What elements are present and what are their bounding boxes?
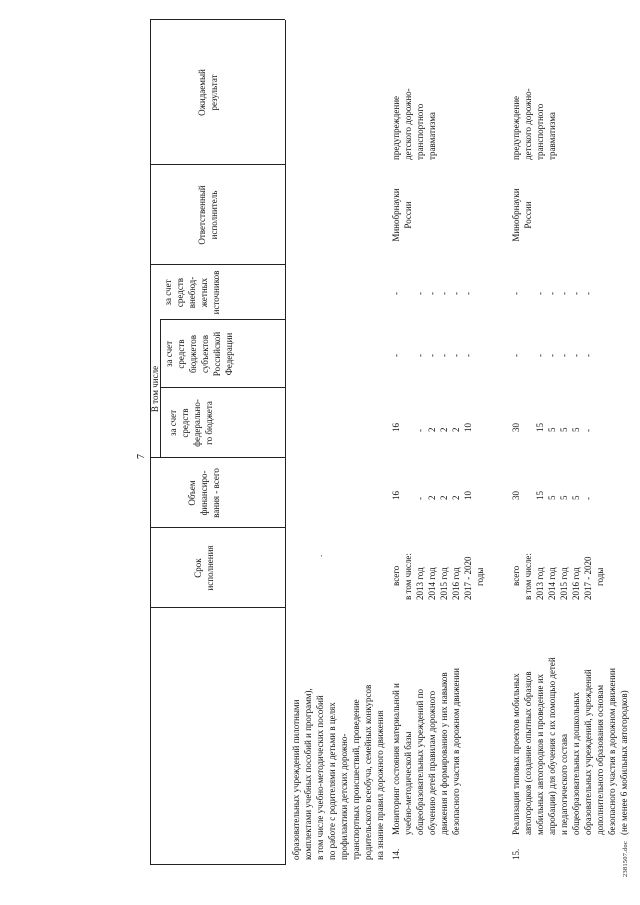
header-volume-line: Объем xyxy=(187,480,197,506)
federal-value: - xyxy=(583,429,593,432)
term-line: 2014 год xyxy=(547,567,557,600)
volume-value: 5 xyxy=(571,495,581,500)
regional-value: - xyxy=(451,354,461,357)
federal-value: 2 xyxy=(427,427,437,432)
extra-value: - xyxy=(391,292,401,295)
header-term-line: Срок xyxy=(193,558,203,578)
row-2-extra xyxy=(510,292,594,295)
page-number: 7 xyxy=(136,454,147,459)
executor-line: Минобрнауки xyxy=(511,188,521,242)
regional-value: - xyxy=(415,354,425,357)
volume-value: 10 xyxy=(463,491,473,500)
federal-value: 16 xyxy=(391,423,401,432)
header-federal xyxy=(167,388,215,458)
extra-value xyxy=(402,292,414,295)
federal-value: 5 xyxy=(547,427,557,432)
row-2-term xyxy=(510,553,606,600)
row-1-term xyxy=(390,553,486,600)
result-line: предупреждение xyxy=(391,95,401,160)
row-2-text-line: дополнительного образования основам xyxy=(595,684,605,835)
header-volume-line: финансиро- xyxy=(199,470,209,516)
row-2-text-line: мобильных автогородков и проведение их xyxy=(535,673,545,835)
regional-value: - xyxy=(559,354,569,357)
regional-value xyxy=(402,354,414,357)
header-result-line: Ожидаемый xyxy=(197,69,207,116)
row-1-extra xyxy=(390,292,474,295)
row-1-result xyxy=(390,88,438,160)
header-extra-line: внебюд- xyxy=(187,276,197,309)
row-2-volume xyxy=(510,491,594,500)
header-volume-line: вания - всего xyxy=(211,468,221,518)
federal-value: 15 xyxy=(535,423,545,432)
header-executor-line: Ответственный xyxy=(197,185,207,245)
volume-value: 15 xyxy=(535,491,545,500)
header-regional-line: субъектов xyxy=(200,334,210,374)
term-line: годы xyxy=(475,567,485,586)
col-divider-1 xyxy=(150,864,285,865)
result-line: детского дорожно- xyxy=(403,88,413,160)
header-federal-line: средств xyxy=(180,408,190,438)
volume-value: 16 xyxy=(391,491,401,500)
row-1-regional xyxy=(390,354,474,357)
extra-value: - xyxy=(451,292,461,295)
row-2-result xyxy=(510,88,558,160)
row-0-term: . xyxy=(314,554,324,557)
extra-value: - xyxy=(547,292,557,295)
header-term-line: исполнения xyxy=(205,545,215,591)
header-extra-line: жетных xyxy=(199,277,209,308)
row-1-volume xyxy=(390,491,474,500)
row-0-text xyxy=(290,685,386,860)
row-0-text-line: по работе с родителями и детьми в целях xyxy=(327,702,337,860)
row-0-text-line: в том числе учебно-методических пособий xyxy=(315,695,325,860)
regional-value: - xyxy=(463,354,473,357)
extra-value: - xyxy=(439,292,449,295)
header-extra-line: за счет xyxy=(163,279,173,306)
row-0-text-line: родительского всеобуча, семейных конкурсов xyxy=(363,684,373,860)
row-2-text-line: Реализация типовых проектов мобильных xyxy=(511,673,521,835)
executor-line: России xyxy=(523,201,533,229)
result-line: предупреждение xyxy=(511,95,521,160)
header-including: В том числе xyxy=(150,365,160,413)
extra-value: - xyxy=(571,292,581,295)
header-extra-line: средств xyxy=(175,277,185,308)
header-regional-line: средств xyxy=(176,339,186,369)
volume-value xyxy=(402,491,414,500)
term-line: всего xyxy=(391,565,401,586)
footer-doc-id: 2381507.doc xyxy=(622,841,629,877)
row-2-number: 15. xyxy=(511,848,521,860)
row-0-text-line: транспортных происшествий, проведение xyxy=(351,699,361,860)
row-0-text-line: образовательных учреждений пилотными xyxy=(291,699,301,860)
result-line: детского дорожно- xyxy=(523,88,533,160)
regional-value: - xyxy=(571,354,581,357)
volume-value: 2 xyxy=(427,495,437,500)
row-2-text-line: и педагогического состава xyxy=(559,733,569,835)
extra-value: - xyxy=(463,292,473,295)
row-2-text-line: автогородков (создание опытных образцов xyxy=(523,671,533,835)
header-regional-line: Федерации xyxy=(224,332,234,376)
term-line: 2016 год xyxy=(571,567,581,600)
result-line: транспортного xyxy=(415,103,425,160)
header-term xyxy=(192,528,216,608)
federal-value xyxy=(402,423,414,432)
header-regional-line: бюджетов xyxy=(188,334,198,374)
row-1-text xyxy=(390,668,462,835)
extra-value: - xyxy=(427,292,437,295)
row-2-regional xyxy=(510,354,594,357)
header-result xyxy=(196,20,220,165)
federal-value: - xyxy=(415,429,425,432)
row-1-text-line: обучению детей правилам дорожного xyxy=(427,690,437,835)
regional-value: - xyxy=(583,354,593,357)
term-line: в том числе: xyxy=(523,553,533,600)
row-1-executor xyxy=(390,170,414,260)
result-line: травматизма xyxy=(427,112,437,160)
term-line: 2017 - 2020 xyxy=(583,556,593,600)
extra-value: - xyxy=(583,292,593,295)
row-1-text-line: Мониторинг состояния материальной и xyxy=(391,683,401,835)
regional-value: - xyxy=(535,354,545,357)
extra-value xyxy=(522,292,534,295)
regional-value xyxy=(522,354,534,357)
federal-value: 5 xyxy=(571,427,581,432)
term-line: 2015 год xyxy=(439,567,449,600)
federal-value: 2 xyxy=(439,427,449,432)
volume-value: 30 xyxy=(511,491,521,500)
term-line: 2014 год xyxy=(427,567,437,600)
row-1-text-line: общеобразовательных учреждений по xyxy=(415,689,425,835)
term-line: 2013 год xyxy=(535,567,545,600)
row-2-text-line: образовательных учреждений, учреждений xyxy=(583,669,593,835)
extra-value: - xyxy=(559,292,569,295)
federal-value: 10 xyxy=(463,423,473,432)
regional-value: - xyxy=(547,354,557,357)
executor-line: Минобрнауки xyxy=(391,188,401,242)
term-line: годы xyxy=(595,567,605,586)
header-executor-line: исполнитель xyxy=(209,190,219,240)
volume-value xyxy=(522,491,534,500)
result-line: транспортного xyxy=(535,103,545,160)
extra-value: - xyxy=(415,292,425,295)
term-line: 2013 год xyxy=(415,567,425,600)
regional-value: - xyxy=(391,354,401,357)
regional-value: - xyxy=(511,354,521,357)
header-regional xyxy=(163,320,235,388)
term-line: 2015 год xyxy=(559,567,569,600)
volume-value: - xyxy=(415,497,425,500)
volume-value: 5 xyxy=(547,495,557,500)
result-line: травматизма xyxy=(547,112,557,160)
row-1-text-line: движения и формированию у них навыков xyxy=(439,672,449,835)
volume-value: - xyxy=(583,497,593,500)
row-0-text-line: профилактики детских дорожно- xyxy=(339,733,349,860)
header-volume xyxy=(186,458,222,528)
row-2-text-line: апробации) для обучения с их помощью детей xyxy=(547,657,557,835)
term-line: 2017 - 2020 xyxy=(463,556,473,600)
header-extra xyxy=(162,265,222,320)
federal-value: 30 xyxy=(511,423,521,432)
term-line: всего xyxy=(511,565,521,586)
row-1-federal xyxy=(390,423,474,432)
federal-value: 2 xyxy=(451,427,461,432)
header-executor xyxy=(196,165,220,265)
row-2-text-line: безопасного участия в дорожном движении xyxy=(607,668,617,835)
row-2-text xyxy=(510,657,630,835)
header-federal-line: за счет xyxy=(168,409,178,437)
header-bottom-line xyxy=(285,20,286,865)
header-result-line: результат xyxy=(209,74,219,111)
row-2-text-line: (не менее 6 мобильных автогородков) xyxy=(619,690,629,835)
volume-value: 2 xyxy=(451,495,461,500)
header-extra-line: источников xyxy=(211,270,221,315)
header-regional-line: за счет xyxy=(164,340,174,368)
row-2-text-line: общеобразовательных и дошкольных xyxy=(571,692,581,835)
extra-value: - xyxy=(535,292,545,295)
executor-line: России xyxy=(403,201,413,229)
term-line: 2016 год xyxy=(451,567,461,600)
regional-value: - xyxy=(439,354,449,357)
row-1-text-line: безопасного участия в дорожном движении xyxy=(451,668,461,835)
volume-value: 2 xyxy=(439,495,449,500)
row-0-text-line: на знание правил дорожного движения xyxy=(375,710,385,860)
row-0-text-line: комплектами учебных пособий и программ), xyxy=(303,688,313,860)
col-divider-2 xyxy=(150,607,285,608)
row-1-text-line: учебно-методической базы xyxy=(403,731,413,835)
regional-value: - xyxy=(427,354,437,357)
federal-value xyxy=(522,423,534,432)
extra-value: - xyxy=(511,292,521,295)
row-2-federal xyxy=(510,423,594,432)
header-federal-line: федерально- xyxy=(192,399,202,447)
header-regional-line: Российской xyxy=(212,331,222,377)
federal-value: 5 xyxy=(559,427,569,432)
row-2-executor xyxy=(510,170,534,260)
term-line: в том числе: xyxy=(403,553,413,600)
volume-value: 5 xyxy=(559,495,569,500)
row-1-number: 14. xyxy=(391,848,401,860)
header-federal-line: го бюджета xyxy=(204,401,214,445)
